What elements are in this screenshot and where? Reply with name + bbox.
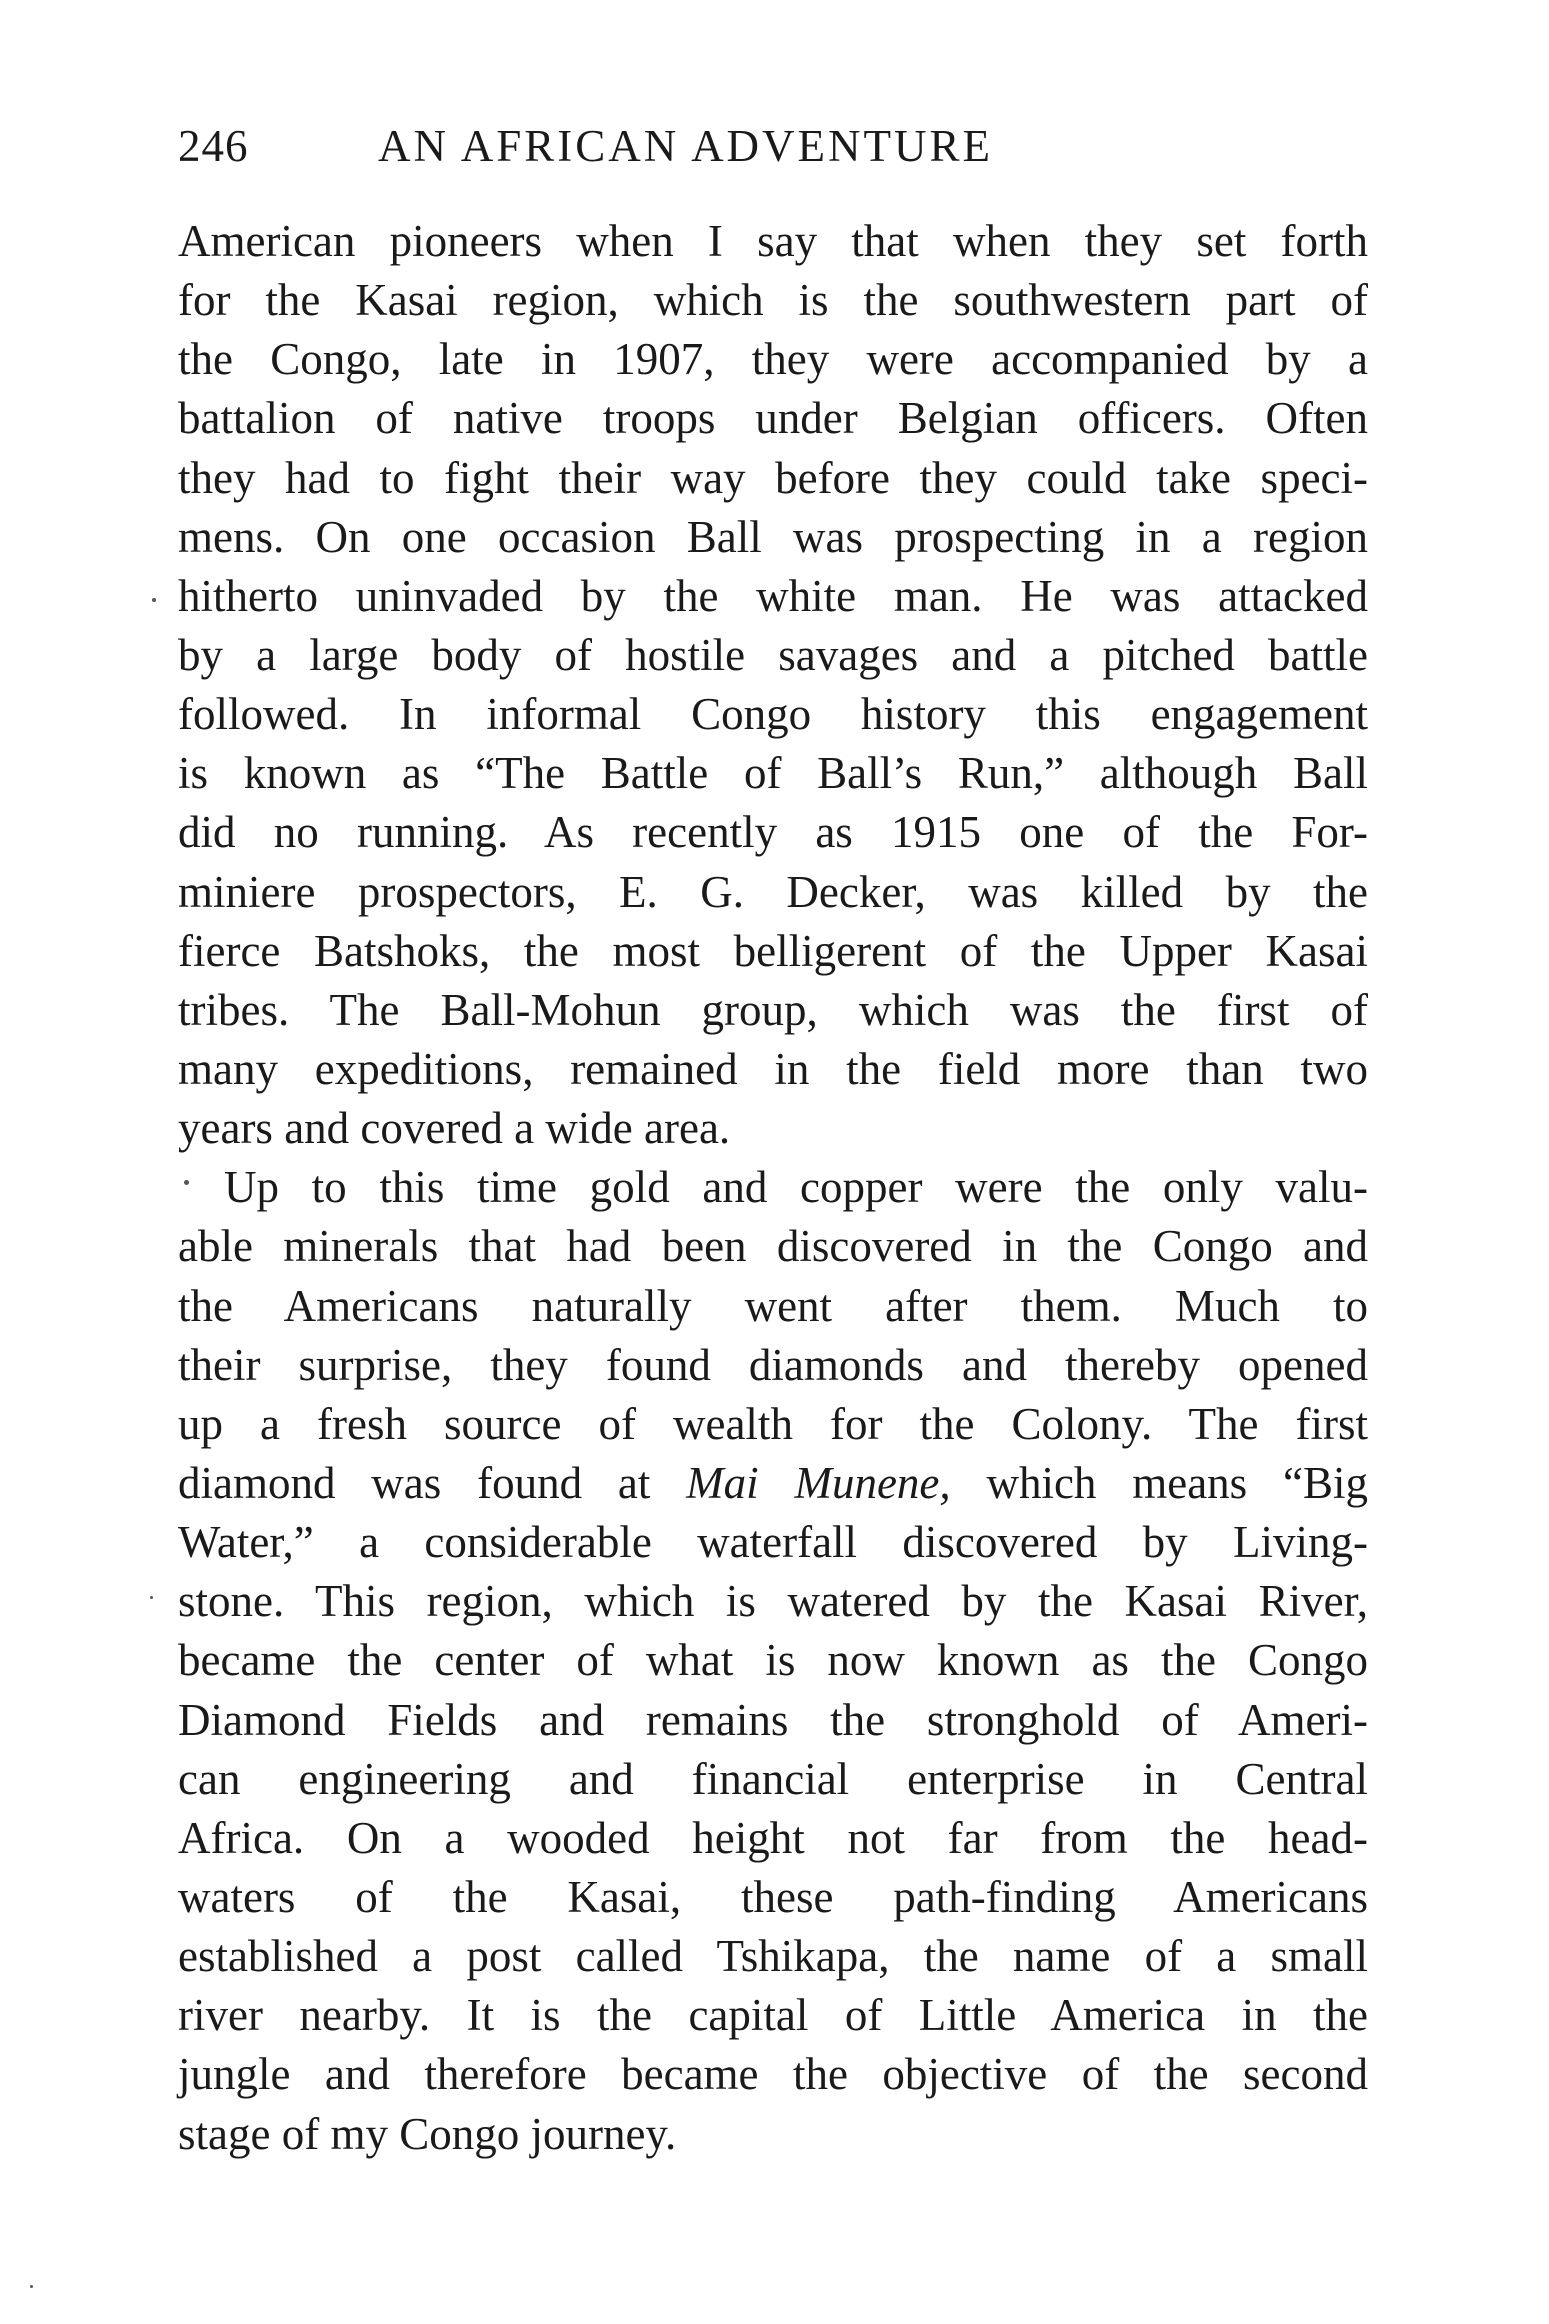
text-line: established a post called Tshikapa, the name of a small [178, 1931, 1368, 1982]
text-line: followed. In informal Congo history this engagement [178, 689, 1368, 740]
text-line: their surprise, they found diamonds and thereby opened [178, 1339, 1368, 1390]
text-line: hitherto uninvaded by the white man. He was attacked [178, 570, 1368, 621]
italic-place-name: Mai Munene, [686, 1457, 951, 1508]
text-line: able minerals that had been discovered in the Congo and [178, 1221, 1368, 1272]
text-line: waters of the Kasai, these path-finding Americans [178, 1871, 1368, 1922]
text-line: stone. This region, which is watered by the Kasai River, [178, 1576, 1368, 1627]
running-head-title: AN AFRICAN ADVENTURE [378, 121, 994, 171]
text-line: for the Kasai region, which is the southwestern part of [178, 275, 1368, 326]
text-line: Water,” a considerable waterfall discovered by Living- [178, 1517, 1368, 1568]
running-head [178, 116, 1368, 176]
text-line: they had to fight their way before they could take speci- [178, 452, 1368, 503]
text-line: can engineering and financial enterprise in Central [178, 1753, 1368, 1804]
text-line: is known as “The Battle of Ball’s Run,” although Ball [178, 748, 1368, 799]
text-line: jungle and therefore became the objective of the second [178, 2049, 1368, 2100]
text-line: became the center of what is now known as the Congo [178, 1635, 1368, 1686]
print-speck [150, 1596, 153, 1599]
text-line: tribes. The Ball-Mohun group, which was the first of [178, 984, 1368, 1035]
page-number: 246 [178, 121, 249, 171]
body-text [178, 212, 1368, 2164]
text-line: did no running. As recently as 1915 one of the For- [178, 807, 1368, 858]
text-line: mens. On one occasion Ball was prospecting in a region [178, 511, 1368, 562]
text-segment: which means “Big [950, 1457, 1368, 1508]
paragraph-end-line: years and covered a wide area. [178, 1103, 731, 1154]
text-line: battalion of native troops under Belgian officers. Often [178, 393, 1368, 444]
print-speck [152, 598, 156, 602]
text-line: fierce Batshoks, the most belligerent of the Upper Kasai [178, 925, 1368, 976]
print-speck [30, 2285, 33, 2288]
text-line: river nearby. It is the capital of Little America in the [178, 1990, 1368, 2041]
text-line: American pioneers when I say that when they set forth [178, 216, 1368, 266]
text-segment: diamond was found at [178, 1457, 687, 1508]
text-line: the Americans naturally went after them. Much to [178, 1280, 1368, 1331]
text-line: miniere prospectors, E. G. Decker, was killed by the [178, 866, 1368, 917]
text-line: Africa. On a wooded height not far from the head- [178, 1812, 1368, 1863]
paragraph-end-line: stage of my Congo journey. [178, 2108, 677, 2159]
text-line: Diamond Fields and remains the stronghold of Ameri- [178, 1694, 1368, 1745]
text-line: up a fresh source of wealth for the Colony. The first [178, 1398, 1368, 1449]
text-line: by a large body of hostile savages and a pitched battle [178, 629, 1368, 680]
text-line-with-italic [178, 1454, 1368, 1513]
print-speck [184, 1180, 189, 1185]
text-line: the Congo, late in 1907, they were accompanied by a [178, 334, 1368, 385]
paragraph-start-line: Up to this time gold and copper were the only valu- [224, 1162, 1368, 1213]
text-line: many expeditions, remained in the field more than two [178, 1043, 1368, 1094]
